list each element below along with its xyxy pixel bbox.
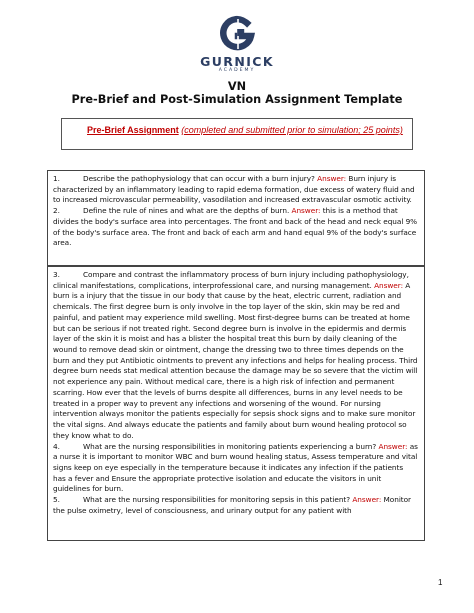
logo-subline: ACADEMY [218, 68, 256, 73]
assignment-subtitle: (completed and submitted prior to simulation; 25 points) [181, 125, 403, 135]
questions-block-2 [47, 266, 425, 541]
answer-label: Answer: [378, 441, 408, 451]
question-number: 2. [53, 206, 60, 216]
answer-label: Answer: [317, 174, 347, 183]
answer-label: Answer: [352, 495, 382, 505]
page-number: 1 [438, 578, 443, 587]
heading-line-1: VN [227, 80, 247, 93]
question-text: What are the nursing responsibilities in monitoring patients experiencing a burn? [83, 441, 377, 451]
question-number: 3. [53, 270, 60, 279]
answer-label: Answer: [374, 280, 403, 290]
answer-text: as a nurse it is important to monitor WBC and burn wound healing status, Assess temperature and vital signs keep on eye especially in the temperature because it indicates any infection if the patients has a fever and Ensure the appropriate protective isolation and educate the visitors in unit guidelines for burn. [53, 441, 418, 494]
question-number: 1. [53, 174, 60, 183]
document-heading [0, 80, 474, 106]
question-text: What are the nursing responsibilities for monitoring sepsis in this patient? [83, 495, 351, 505]
question-item [53, 495, 418, 516]
answer-text: Burn injury is characterized by an inflammatory leading to rapid edema formation, due excess of watery fluid and to increased microvascular permeability, vasodilation and increased extravascular osmotic activity. [53, 174, 415, 205]
heading-line-2: Pre-Brief and Post-Simulation Assignment Template [71, 93, 403, 106]
assignment-title: Pre-Brief Assignment [87, 125, 179, 135]
question-item [53, 270, 418, 442]
academy-logo [0, 14, 474, 74]
answer-text: A burn is a injury that the tissue in our body that cause by the heat, electric current, radiation and chemicals. The first degree burn is only involve in the top layer of the skin, skin may be red and painful, and patient may experience mild swelling. Most first-degree burns can be treated at home but can be serious if not treated right. Second degree burn is involve in the epidermis and dermis layer of the skin it is moist and has a blister the hospital treat this burn by daily cleaning of the wound to remove dead skin or ointment, change the dressing two to three times depends on the burn and they put Antibiotic ointments to prevent any infections and helps for healing process. Third degree burn needs stat medical attention because the damage may be so severe that the victim will not experience any pain. Without medical care, there is a high risk of infection and permanent scarring. How ever that the levels of burns despite all differences, burns in any level needs to be treated in a proper way to prevent any infections and worsening of the wound. For nursing intervention always monitor the patients especially for sepsis shock signs and to make sure monitor the vital signs. And always educate the patients and family about burn wound healing protocol so they know what to do. [53, 280, 418, 440]
questions-block-1 [47, 170, 425, 266]
logo-g-icon [217, 14, 257, 54]
question-item [53, 442, 418, 496]
question-item [53, 174, 418, 206]
question-text: Compare and contrast the inflammatory process of burn injury including pathophysiology, clinical manifestations, complications, interprofessional care, and nursing management. [53, 270, 409, 290]
question-item [53, 206, 418, 249]
answer-label: Answer: [291, 206, 321, 216]
question-number: 4. [53, 441, 60, 451]
answer-text: this is a method that divides the body's surface area into percentages. The front and back of the head and neck equal 9% of the body's surface area. The front and back of each arm and hand equal 9% of the body's surface area. [53, 206, 418, 248]
logo-wordmark: GURNICK [200, 54, 274, 69]
answer-text: Monitor the pulse oximetry, level of consciousness, and urinary output for any patient with [53, 495, 411, 515]
assignment-header [87, 125, 403, 135]
question-text: Describe the pathophysiology that can occur with a burn injury? [83, 174, 315, 183]
question-text: Define the rule of nines and what are the depths of burn. [83, 206, 290, 216]
assignment-header-box [61, 118, 413, 150]
question-number: 5. [53, 495, 60, 505]
